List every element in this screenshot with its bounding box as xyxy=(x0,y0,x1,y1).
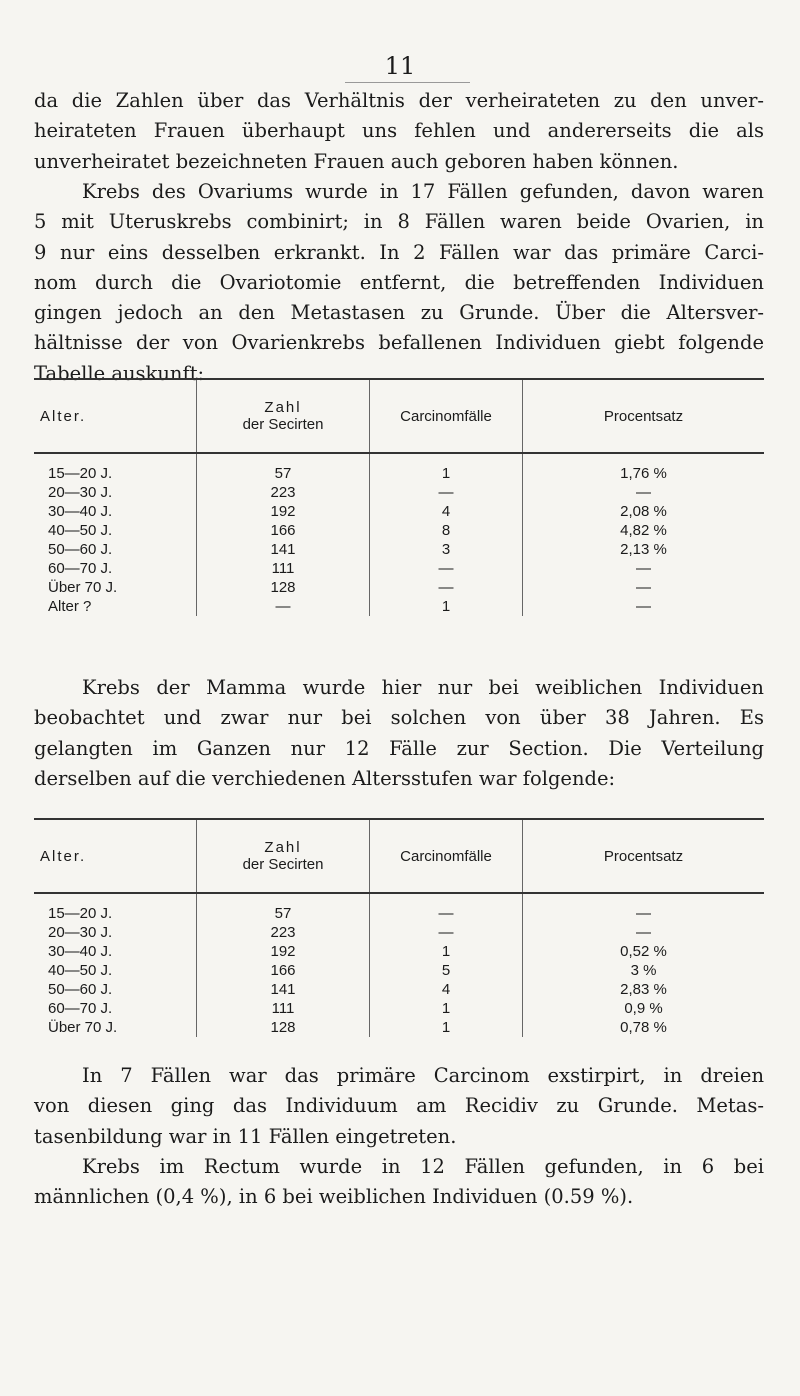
header-age: Alter. xyxy=(34,819,197,893)
header-count xyxy=(197,819,370,893)
cell-percent: 2,08 % xyxy=(523,502,765,521)
paragraph-1 xyxy=(34,86,764,177)
cell-cases: 1 xyxy=(370,942,523,961)
cell-count: 57 xyxy=(197,453,370,483)
cell-age: 20—30 J. xyxy=(48,924,113,941)
cell-percent: 0,78 % xyxy=(523,1018,765,1037)
cell-percent: 4,82 % xyxy=(523,521,765,540)
table-row xyxy=(34,999,764,1018)
cell-age: 30—40 J. xyxy=(48,503,113,520)
table-row xyxy=(34,893,764,923)
cell-count: 166 xyxy=(197,961,370,980)
cell-percent: 3 % xyxy=(523,961,765,980)
cell-age: 50—60 J. xyxy=(48,981,113,998)
cell-count: 166 xyxy=(197,521,370,540)
cell-count: 223 xyxy=(197,483,370,502)
text-line: da die Zahlen über das Verhältnis der verheirateten zu den unver- xyxy=(34,89,764,112)
cell-count: 111 xyxy=(197,559,370,578)
cell-cases: — xyxy=(370,893,523,923)
table-row xyxy=(34,483,764,502)
header-percent: Procentsatz xyxy=(523,819,765,893)
text-line: heirateten Frauen überhaupt uns fehlen und andererseits die als xyxy=(34,119,764,143)
cell-age: Über 70 J. xyxy=(48,1019,118,1036)
header-count xyxy=(197,379,370,453)
table-row xyxy=(34,942,764,961)
cell-cases: 1 xyxy=(370,453,523,483)
cell-age: Alter ? xyxy=(48,598,92,615)
cell-percent: 1,76 % xyxy=(523,453,765,483)
cell-count: 141 xyxy=(197,540,370,559)
paragraph-5 xyxy=(34,1152,764,1213)
text-line: von diesen ging das Individuum am Recidiv zu Grunde. Metas- xyxy=(34,1094,764,1118)
cell-cases: — xyxy=(370,559,523,578)
cell-age: 50—60 J. xyxy=(48,541,113,558)
cell-percent: 0,52 % xyxy=(523,942,765,961)
cell-cases: 8 xyxy=(370,521,523,540)
cell-cases: 5 xyxy=(370,961,523,980)
cell-cases: — xyxy=(370,923,523,942)
cell-percent: 2,83 % xyxy=(523,980,765,999)
paragraph-4 xyxy=(34,1061,764,1152)
cell-age: 60—70 J. xyxy=(48,560,113,577)
text-line: 9 nur eins desselben erkrankt. In 2 Fällen war das primäre Carci- xyxy=(34,240,764,264)
text-line: unverheiratet bezeichneten Frauen auch geboren haben können. xyxy=(34,149,679,173)
table-mamma-cancer-by-age xyxy=(34,818,764,1037)
cell-percent: — xyxy=(523,578,765,597)
text-line: Krebs im Rectum wurde in 12 Fällen gefunden, in 6 bei xyxy=(82,1155,764,1178)
cell-age: 15—20 J. xyxy=(48,905,113,922)
cell-age: 60—70 J. xyxy=(48,1000,113,1017)
text-line: Krebs des Ovariums wurde in 17 Fällen gefunden, davon waren xyxy=(82,180,764,203)
text-line: In 7 Fällen war das primäre Carcinom exstirpirt, in dreien xyxy=(82,1064,764,1087)
cell-cases: — xyxy=(370,578,523,597)
text-line: derselben auf die verchiedenen Altersstufen war folgende: xyxy=(34,766,616,790)
text-line: gelangten im Ganzen nur 12 Fälle zur Section. Die Verteilung xyxy=(34,736,764,760)
cell-percent: — xyxy=(523,483,765,502)
text-line: Tabelle auskunft: xyxy=(34,361,205,385)
cell-percent: — xyxy=(523,893,765,923)
table-row xyxy=(34,502,764,521)
cell-percent: 2,13 % xyxy=(523,540,765,559)
cell-age: 30—40 J. xyxy=(48,943,113,960)
cell-count: 141 xyxy=(197,980,370,999)
cell-percent: 0,9 % xyxy=(523,999,765,1018)
header-cases: Carcinomfälle xyxy=(370,819,523,893)
text-line: tasenbildung war in 11 Fällen eingetreten. xyxy=(34,1124,457,1148)
cell-cases: 1 xyxy=(370,999,523,1018)
paragraph-2 xyxy=(34,177,764,389)
cell-count: 57 xyxy=(197,893,370,923)
cell-count: 128 xyxy=(197,1018,370,1037)
table-row xyxy=(34,597,764,616)
cell-count: 192 xyxy=(197,502,370,521)
cell-cases: 3 xyxy=(370,540,523,559)
cell-count: 111 xyxy=(197,999,370,1018)
table-ovarian-cancer-by-age xyxy=(34,378,764,616)
cell-percent: — xyxy=(523,559,765,578)
table-row xyxy=(34,980,764,999)
cell-count: 223 xyxy=(197,923,370,942)
text-line: gingen jedoch an den Metastasen zu Grunde. Über die Altersver- xyxy=(34,301,764,325)
paragraph-3 xyxy=(34,673,764,794)
text-line: beobachtet und zwar nur bei solchen von über 38 Jahren. Es xyxy=(34,706,764,730)
table-row xyxy=(34,521,764,540)
page-number: 11 xyxy=(384,52,416,80)
header-count-line2: der Secirten xyxy=(242,416,324,433)
table-row xyxy=(34,1018,764,1037)
table-row xyxy=(34,559,764,578)
text-line: männlichen (0,4 %), in 6 bei weiblichen Individuen (0.59 %). xyxy=(34,1185,634,1209)
header-count-line2: der Secirten xyxy=(242,856,324,873)
header-percent: Procentsatz xyxy=(523,379,765,453)
cell-percent: — xyxy=(523,923,765,942)
cell-percent: — xyxy=(523,597,765,616)
text-line: Krebs der Mamma wurde hier nur bei weiblichen Individuen xyxy=(82,676,764,699)
cell-cases: 1 xyxy=(370,1018,523,1037)
table-row xyxy=(34,453,764,483)
table-row xyxy=(34,540,764,559)
text-line: nom durch die Ovariotomie entfernt, die betreffenden Individuen xyxy=(34,270,764,294)
cell-cases: — xyxy=(370,483,523,502)
cell-cases: 4 xyxy=(370,980,523,999)
cell-age: Über 70 J. xyxy=(48,579,118,596)
header-count-line1: Zahl xyxy=(264,399,302,416)
cell-age: 40—50 J. xyxy=(48,962,113,979)
table-row xyxy=(34,961,764,980)
table-row xyxy=(34,923,764,942)
text-line: hältnisse der von Ovarienkrebs befallenen Individuen giebt folgende xyxy=(34,331,764,355)
cell-count: 192 xyxy=(197,942,370,961)
header-cases: Carcinomfälle xyxy=(370,379,523,453)
page-number-rule xyxy=(345,82,470,83)
header-age: Alter. xyxy=(34,379,197,453)
cell-age: 20—30 J. xyxy=(48,484,113,501)
cell-count: — xyxy=(197,597,370,616)
table-row xyxy=(34,578,764,597)
cell-cases: 4 xyxy=(370,502,523,521)
text-line: 5 mit Uteruskrebs combinirt; in 8 Fällen waren beide Ovarien, in xyxy=(34,210,764,234)
cell-cases: 1 xyxy=(370,597,523,616)
cell-age: 15—20 J. xyxy=(48,465,113,482)
cell-age: 40—50 J. xyxy=(48,522,113,539)
cell-count: 128 xyxy=(197,578,370,597)
header-count-line1: Zahl xyxy=(264,839,302,856)
